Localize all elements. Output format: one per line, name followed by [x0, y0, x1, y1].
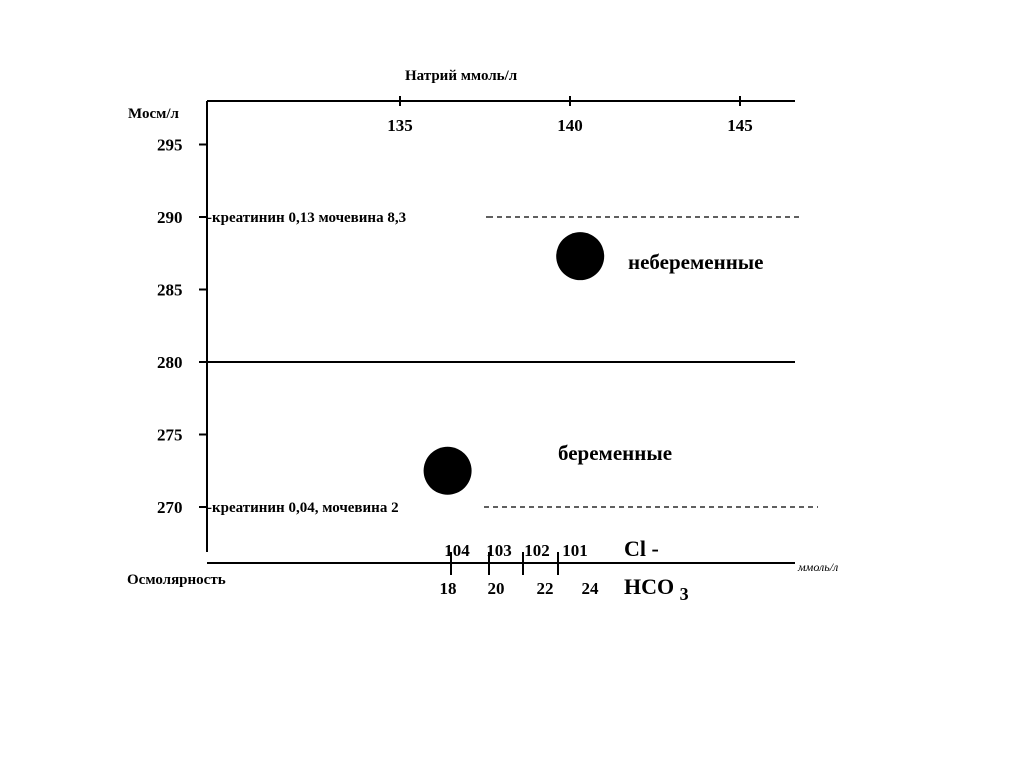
hco3-tick-label-18: 18	[439, 579, 457, 598]
cl-label: Cl -	[624, 536, 659, 561]
cl-tick-label-102: 102	[524, 541, 550, 560]
hco3-label-text: HCO	[624, 574, 675, 599]
hco3-label	[624, 574, 689, 604]
y-tick-label-275: 275	[157, 425, 183, 445]
hco3-tick-label-24: 24	[581, 579, 599, 598]
bottom-axis-title: Осмолярность	[127, 572, 226, 588]
point-pregnant	[424, 447, 472, 495]
left-axis-title: Мосм/л	[128, 106, 179, 122]
point-label-pregnant: беременные	[558, 441, 673, 465]
ref-label-290: -креатинин 0,13 мочевина 8,3	[207, 210, 407, 226]
hco3-subscript: 3	[679, 584, 689, 604]
y-tick-label-285: 285	[157, 280, 183, 300]
x-tick-label-135: 135	[387, 116, 413, 135]
bottom-axis-unit: ммоль/л	[798, 560, 839, 574]
x-tick-label-140: 140	[557, 116, 583, 135]
chart-marks	[157, 96, 818, 598]
y-tick-label-290: 290	[157, 208, 183, 227]
point-nonpregnant	[556, 232, 604, 280]
hco3-tick-label-22: 22	[536, 579, 554, 598]
top-axis-title: Натрий ммоль/л	[405, 68, 518, 84]
cl-tick-label-101: 101	[562, 541, 588, 560]
y-tick-label-270: 270	[157, 498, 183, 517]
point-label-nonpregnant: небеременные	[628, 250, 764, 274]
hco3-tick-label-20: 20	[487, 579, 505, 598]
ref-label-270: -креатинин 0,04, мочевина 2	[207, 500, 399, 516]
cl-tick-label-103: 103	[486, 541, 512, 560]
y-tick-label-295: 295	[157, 135, 183, 155]
y-tick-label-280: 280	[157, 353, 183, 372]
x-tick-label-145: 145	[727, 116, 753, 135]
cl-tick-label-104: 104	[444, 541, 470, 560]
